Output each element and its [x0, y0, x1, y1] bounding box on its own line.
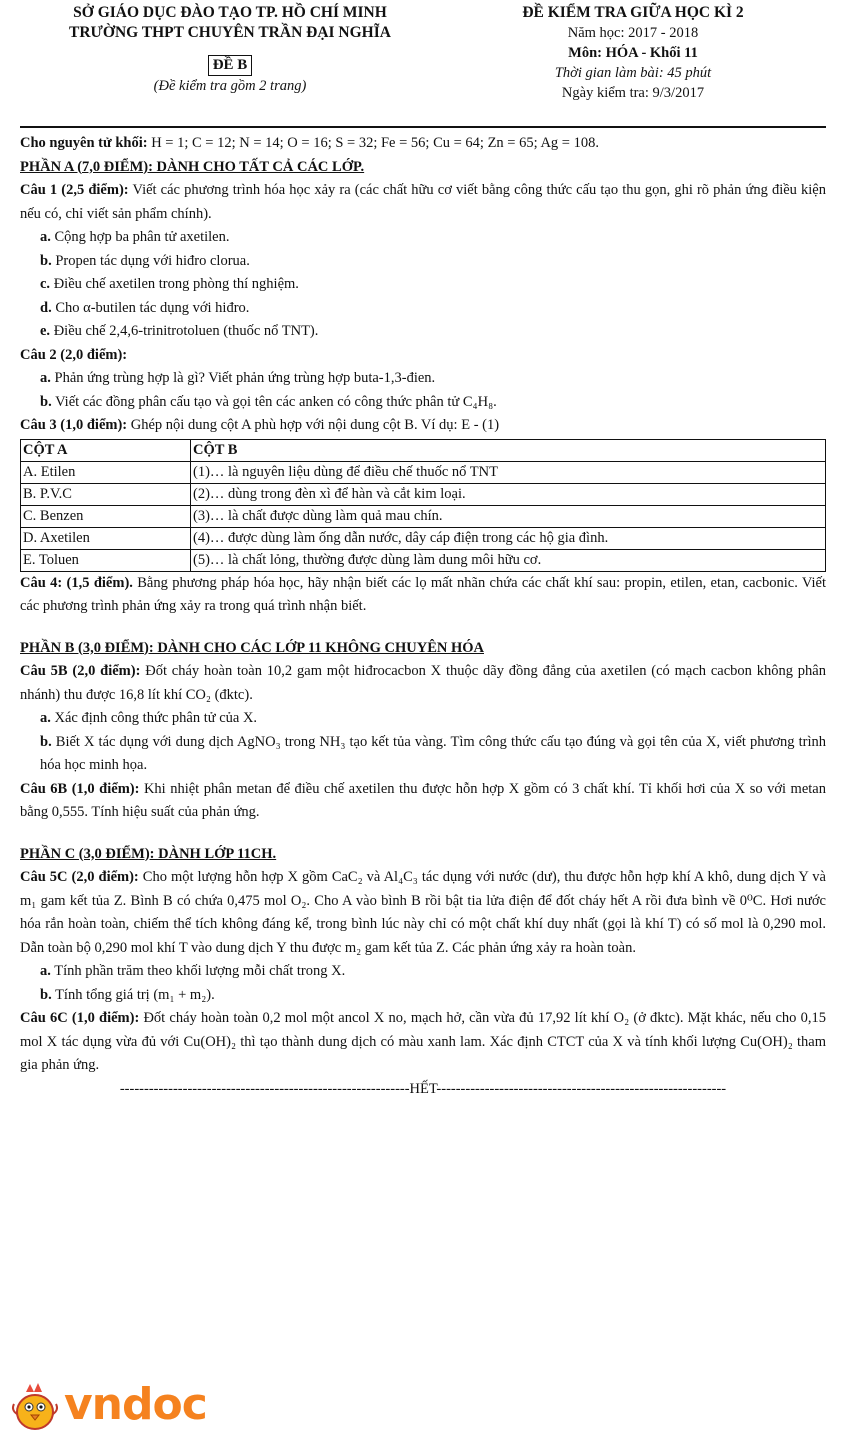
table-cell: B. P.V.C	[21, 483, 191, 505]
vndoc-logo[interactable]	[8, 1380, 228, 1432]
table-cell: C. Benzen	[21, 505, 191, 527]
table-cell: (4)… được dùng làm ống dẫn nước, dây cáp điện trong các hộ gia đình.	[191, 527, 826, 549]
question-item: a. Tính phần trăm theo khối lượng mỗi chất trong X.	[40, 963, 346, 979]
page-count-note: (Đề kiểm tra gồm 2 trang)	[153, 78, 307, 94]
question-6c: Câu 6C (1,0 điểm): Đốt cháy hoàn toàn 0,2 mol một ancol X no, mạch hở, cần vừa đủ 17,92 lít khí O₂ (ở đktc). Mặt khác, nếu cho 0,15 mol X tác dụng vừa đủ với Cu(OH)₂ thì tạo thành dung dịch có màu xanh lam. Xác định CTCT của X và tính khối lượng Cu(OH)₂ tham gia phản ứng.	[20, 1010, 826, 1073]
end-marker: ------------------------------------------------------------HẾT------------------------------------------------------------	[119, 1080, 727, 1097]
table-row	[21, 483, 826, 505]
question-3: Câu 3 (1,0 điểm): Ghép nội dung cột A phù hợp với nội dung cột B. Ví dụ: E - (1)	[20, 417, 500, 433]
spacer	[20, 619, 826, 637]
table-cell: E. Toluen	[21, 549, 191, 571]
school-year: Năm học: 2017 - 2018	[567, 25, 699, 41]
question-item: b. Propen tác dụng với hiđro clorua.	[40, 252, 250, 269]
table-row	[21, 549, 826, 571]
table-row	[21, 505, 826, 527]
table-row	[21, 527, 826, 549]
table-header-row	[21, 439, 826, 461]
question-1: Câu 1 (2,5 điểm): Viết các phương trình hóa học xảy ra (các chất hữu cơ viết bằng công thức cấu tạo thu gọn, ghi rõ phản ứng điều kiện nếu có, chỉ viết sản phẩm chính).	[20, 182, 826, 222]
question-item: d. Cho α-butilen tác dụng với hiđro.	[40, 299, 250, 316]
question-item: b. Biết X tác dụng với dung dịch AgNO₃ trong NH₃ tạo kết tủa vàng. Tìm công thức cấu tạo đúng và gọi tên của X, viết phương trình hóa học minh họa.	[40, 733, 826, 773]
column-b-header: CỘT B	[191, 439, 826, 461]
column-a-header: CỘT A	[21, 439, 191, 461]
part-a-title: PHẦN A (7,0 ĐIỂM): DÀNH CHO TẤT CẢ CÁC LỚP.	[20, 158, 365, 175]
question-item: a. Cộng hợp ba phân tử axetilen.	[40, 229, 230, 245]
question-6b: Câu 6B (1,0 điểm): Khi nhiệt phân metan để điều chế axetilen thu được hỗn hợp X gồm có 3 chất khí. Tỉ khối hơi của X so với metan bằng 0,555. Tính hiệu suất của phản ứng.	[20, 780, 826, 820]
matching-table	[20, 439, 826, 572]
table-cell: D. Axetilen	[21, 527, 191, 549]
table-cell: (2)… dùng trong đèn xì để hàn và cắt kim loại.	[191, 483, 826, 505]
subject: Môn: HÓA - Khối 11	[568, 45, 698, 61]
question-2: Câu 2 (2,0 điểm):	[20, 346, 128, 363]
exam-page	[20, 0, 826, 1097]
table-cell: A. Etilen	[21, 461, 191, 483]
table-row	[21, 461, 826, 483]
duration: Thời gian làm bài: 45 phút	[554, 65, 712, 81]
question-item: c. Điều chế axetilen trong phòng thí nghiệm.	[40, 276, 299, 292]
table-cell: (3)… là chất được dùng làm quả mau chín.	[191, 505, 826, 527]
spacer	[20, 825, 826, 843]
question-item: a. Xác định công thức phân tử của X.	[40, 710, 258, 726]
atomic-mass-line: Cho nguyên tử khối: H = 1; C = 12; N = 14; O = 16; S = 32; Fe = 56; Cu = 64; Zn = 65; Ag = 108.	[20, 135, 599, 151]
question-5c: Câu 5C (2,0 điểm): Cho một lượng hỗn hợp X gồm CaC₂ và Al₄C₃ tác dụng với nước (dư), thu được hỗn hợp khí A khô, dung dịch Y và m₁ gam kết tủa Z. Bình B có chứa 0,475 mol O₂. Cho A vào bình B rồi bật tia lửa điện để đốt cháy hết A rồi đưa bình về 0⁰C. Hơi nước hóa rắn hoàn toàn, chiếm thể tích không đáng kể, trong bình lúc này chỉ có một chất khí duy nhất (gọi là khí T) có số mol là 0,290 mol. Dẫn toàn bộ 0,290 mol khí T vào dung dịch Y thu được m₂ gam kết tủa Z. Các phản ứng xảy ra hoàn toàn.	[20, 869, 826, 956]
logo-text: vndoc	[64, 1379, 207, 1430]
school-name: TRƯỜNG THPT CHUYÊN TRẦN ĐẠI NGHĨA	[69, 24, 391, 41]
question-item: b. Viết các đồng phân cấu tạo và gọi tên các anken có công thức phân tử C₄H₈.	[40, 393, 497, 410]
exam-content	[20, 132, 826, 1101]
part-b-title: PHẦN B (3,0 ĐIỂM): DÀNH CHO CÁC LỚP 11 KHÔNG CHUYÊN HÓA	[20, 639, 484, 656]
header-right	[440, 0, 826, 103]
table-cell: (5)… là chất lỏng, thường được dùng làm dung môi hữu cơ.	[191, 549, 826, 571]
header-left	[20, 0, 440, 95]
mascot-chick-icon	[8, 1380, 62, 1432]
exam-code: ĐỀ B	[208, 55, 253, 76]
question-item: b. Tính tổng giá trị (m₁ + m₂).	[40, 986, 215, 1003]
table-cell: (1)… là nguyên liệu dùng để điều chế thuốc nổ TNT	[191, 461, 826, 483]
header-divider	[20, 126, 826, 128]
question-item: a. Phản ứng trùng hợp là gì? Viết phản ứng trùng hợp buta-1,3-đien.	[40, 370, 436, 386]
exam-title: ĐỀ KIỂM TRA GIỮA HỌC KÌ 2	[522, 4, 744, 21]
question-4: Câu 4: (1,5 điểm). Bằng phương pháp hóa học, hãy nhận biết các lọ mất nhãn chứa các chất khí sau: propin, etilen, etan, cacbonic. Viết các phương trình phản ứng xảy ra trong quá trình nhận biết.	[20, 574, 826, 614]
department-name: SỞ GIÁO DỤC ĐÀO TẠO TP. HỒ CHÍ MINH	[73, 4, 387, 21]
question-5b: Câu 5B (2,0 điểm): Đốt cháy hoàn toàn 10,2 gam một hiđrocacbon X thuộc dãy đồng đẳng của axetilen (có mạch cacbon không phân nhánh) thu được 16,8 lít khí CO₂ (đktc).	[20, 663, 826, 703]
part-c-title: PHẦN C (3,0 ĐIỂM): DÀNH LỚP 11CH.	[20, 845, 277, 862]
exam-date: Ngày kiểm tra: 9/3/2017	[561, 85, 705, 101]
exam-header	[20, 0, 826, 120]
question-item: e. Điều chế 2,4,6-trinitrotoluen (thuốc nổ TNT).	[40, 323, 319, 339]
